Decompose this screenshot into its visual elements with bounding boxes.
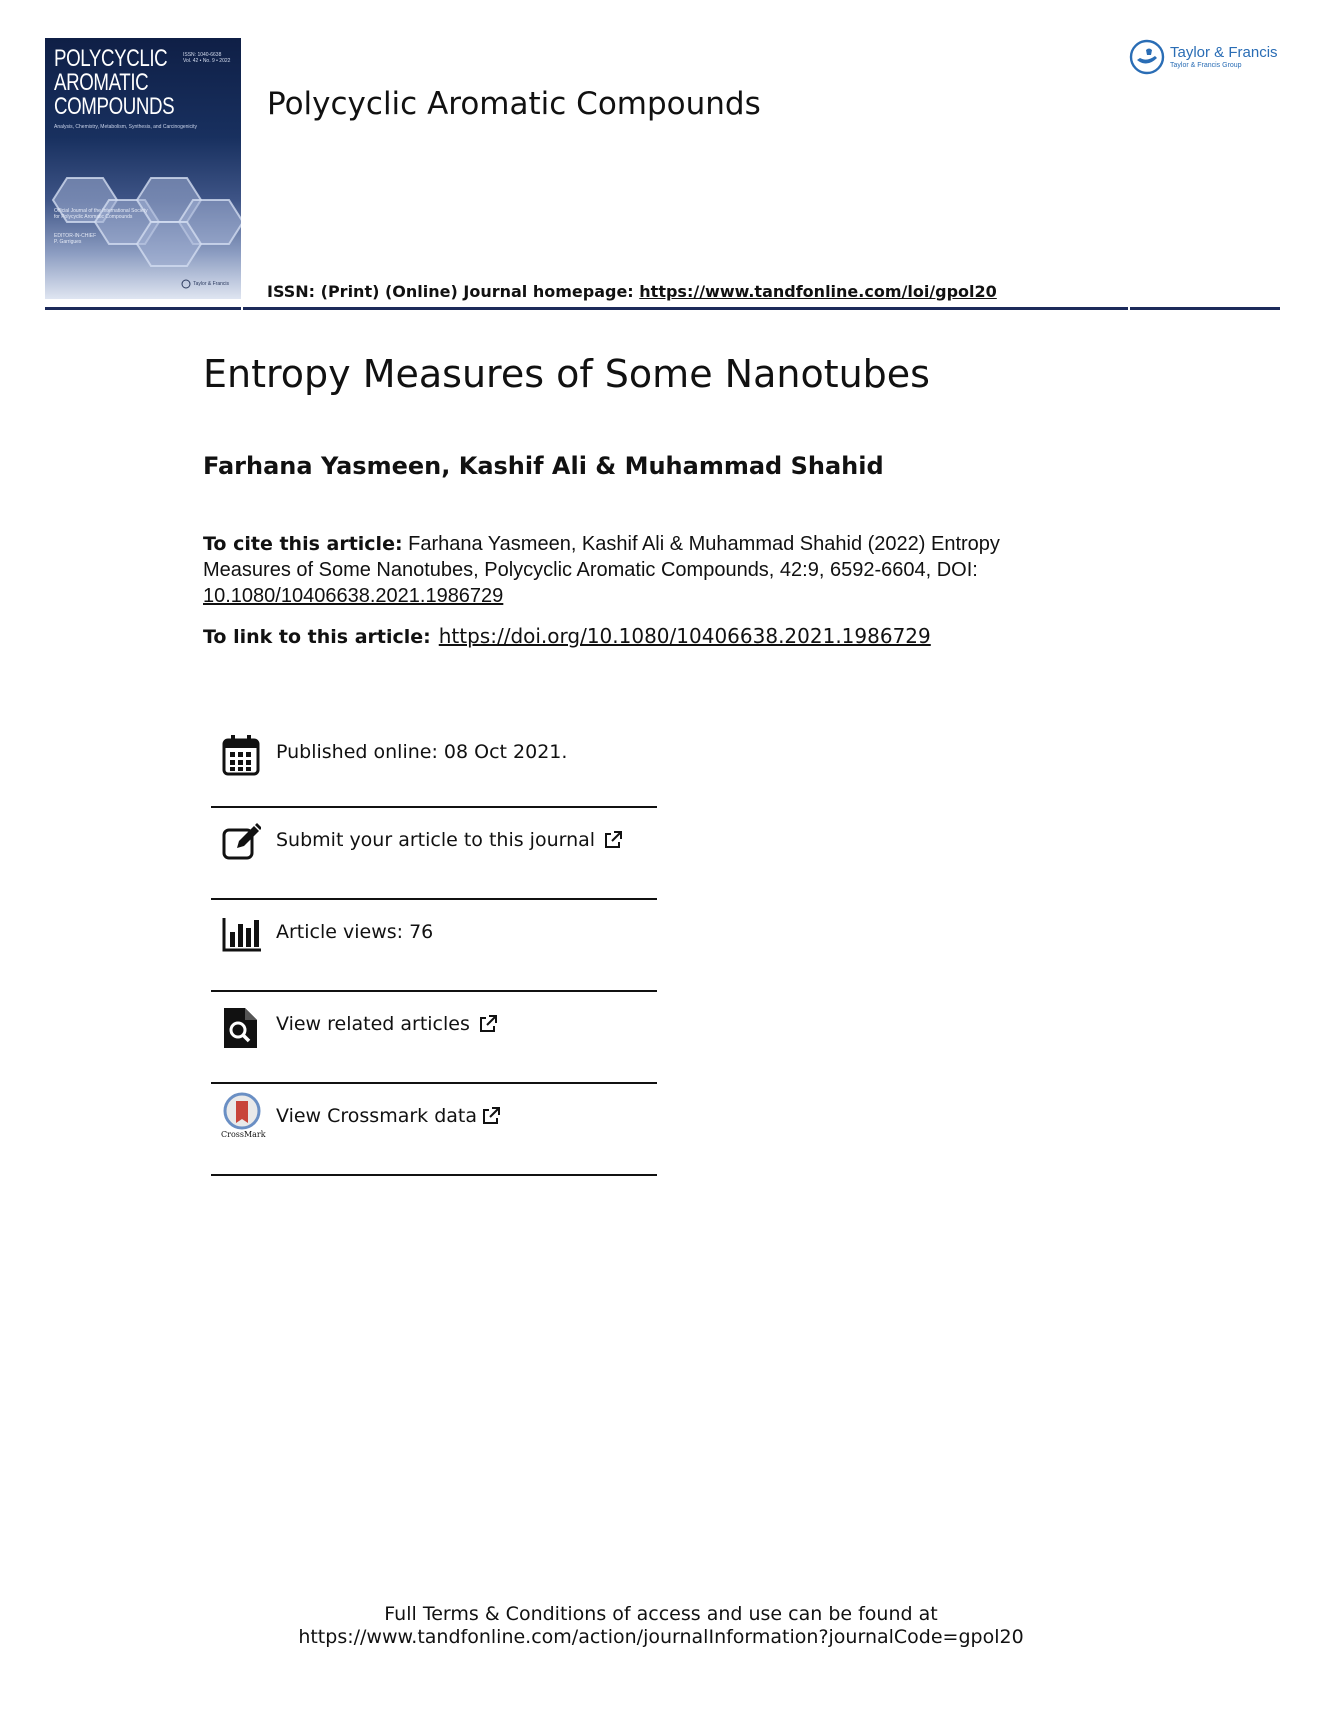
article-link-label: To link to this article: (203, 626, 431, 648)
header-rule (45, 307, 1280, 310)
cover-title (54, 47, 174, 119)
citation-label: To cite this article: (203, 533, 403, 555)
article-link-line (203, 624, 931, 648)
publisher-logo-text (1170, 45, 1278, 70)
journal-name: Polycyclic Aromatic Compounds (267, 86, 761, 122)
journal-homepage-link[interactable]: https://www.tandfonline.com/loi/gpol20 (639, 282, 997, 301)
published-online-row (211, 720, 657, 808)
publisher-logo-name: Taylor & Francis (1170, 43, 1278, 61)
article-views-row (211, 900, 657, 992)
crossmark-badge (221, 1092, 265, 1144)
header-rule-gap (1128, 305, 1130, 313)
external-link-icon[interactable] (603, 830, 623, 850)
submit-article-row[interactable] (211, 808, 657, 900)
search-document-icon (221, 1004, 261, 1050)
issn-line (267, 282, 997, 301)
cover-subtitle: Analysis, Chemistry, Metabolism, Synthesis, and Carcinogenicity (54, 124, 198, 130)
article-title: Entropy Measures of Some Nanotubes (203, 352, 930, 396)
terms-footer-url[interactable]: https://www.tandfonline.com/action/journalInformation?journalCode=gpol20 (298, 1626, 1024, 1648)
article-authors: Farhana Yasmeen, Kashif Ali & Muhammad Shahid (203, 452, 884, 480)
cover-title-line: AROMATIC (54, 69, 149, 96)
citation-text: Farhana Yasmeen, Kashif Ali & Muhammad Shahid (2022) Entropy Measures of Some Nanotubes, Polycyclic Aromatic Compounds, 42:9, 6592-6604, DOI: (203, 533, 1000, 581)
cover-editor-label: EDITOR-IN-CHIEF (54, 233, 97, 239)
edit-icon (221, 820, 261, 866)
header-rule-gap (241, 305, 243, 313)
crossmark-link[interactable]: View Crossmark data (276, 1105, 478, 1127)
article-views-text: Article views: 76 (276, 921, 434, 943)
cover-title-line: POLYCYCLIC (54, 45, 168, 72)
cover-title-line: COMPOUNDS (54, 93, 175, 120)
journal-cover (45, 38, 241, 299)
related-articles-link[interactable]: View related articles (276, 1013, 470, 1035)
related-articles-row[interactable] (211, 992, 657, 1084)
cover-official-journal: Official Journal of the International Society for Polycyclic Aromatic Compounds (54, 208, 148, 220)
citation-doi-link[interactable]: 10.1080/10406638.2021.1986729 (203, 585, 504, 607)
cover-editor-name: P. Garrigues (54, 239, 82, 245)
article-doi-link[interactable]: https://doi.org/10.1080/10406638.2021.1986729 (438, 624, 931, 648)
cover-publisher (181, 279, 229, 289)
terms-footer-text: Full Terms & Conditions of access and use can be found at (384, 1603, 938, 1625)
crossmark-icon (223, 1092, 263, 1130)
cover-meta (183, 52, 231, 64)
cover-issn: ISSN: 1040-6638 (183, 52, 222, 58)
external-link-icon[interactable] (481, 1106, 501, 1126)
cover-publisher-name: Taylor & Francis (193, 281, 229, 287)
crossmark-label: CrossMark (221, 1130, 266, 1139)
bar-chart-icon (221, 912, 261, 958)
external-link-icon[interactable] (478, 1014, 498, 1034)
publisher-logo[interactable] (1128, 38, 1278, 76)
issn-prefix: ISSN: (Print) (Online) Journal homepage: (267, 282, 640, 301)
crossmark-row[interactable] (211, 1084, 657, 1176)
citation-block (203, 531, 1063, 609)
terms-footer (0, 1603, 1322, 1649)
publisher-mark-icon (181, 279, 191, 289)
article-info-list (211, 720, 657, 1176)
calendar-icon (221, 732, 261, 778)
submit-article-link[interactable]: Submit your article to this journal (276, 829, 596, 851)
published-online-text: Published online: 08 Oct 2021. (276, 741, 568, 763)
publisher-logo-group: Taylor & Francis Group (1170, 61, 1242, 69)
cover-volume: Vol. 42 • No. 9 • 2022 (183, 58, 231, 64)
cover-editor (54, 233, 114, 245)
taylor-francis-lamp-icon (1128, 38, 1166, 76)
